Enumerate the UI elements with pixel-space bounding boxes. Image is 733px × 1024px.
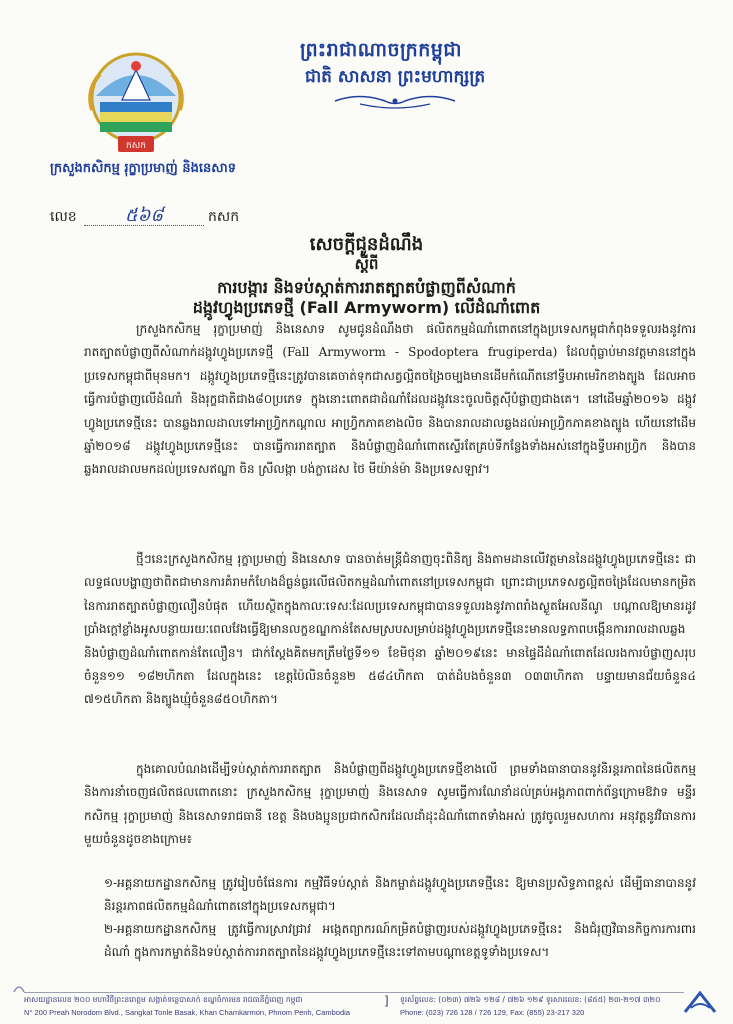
body-paragraph-2: ថ្មីៗនេះក្រសួងកសិកម្ម រុក្ខាប្រមាញ់ និងនេសាទ បានចាត់មន្ត្រីជំនាញចុះពិនិត្យ និងតាមដានលើវត្តមាននៃដង្កូវហ្វូងប្រភេទថ្មីនេះ ជាលទ្ធផលបង្ហាញថាពិតជាមានការគំរាមកំហែងដ៏ធ្ងន់ធ្ងរលើផលិតកម្មដំណាំពោតនៅប្រទេសកម្ពុជា ព្រោះជាប្រភេទសត្វល្អិតចង្រៃដែលមានកម្រិតនៃការរាតត្បាតបំផ្លាញលឿនបំផុត ហើយស្ថិតក្នុងកាលៈទេសៈដែលប្រទេសកម្ពុជាបានទទួលរងនូវភាពរាំងស្ងួតអែលនីណូ បណ្តាលឱ្យមានរដូវប្រាំងក្តៅខ្លាំងអូសបន្លាយរយៈពេលវែងធ្វើឱ្យមានលក្ខខណ្ឌកាន់តែសមស្របសម្រាប់ដង្កូវហ្វូងប្រភេទថ្មីនេះមានលទ្ធភាពបង្កើនការរាលដាលឆ្លង និងបំផ្លាញដំណាំពោតកាន់តែលឿន។ ជាក់ស្តែងគិតមកត្រឹមថ្ងៃទី១១ ខែមិថុនា ឆ្នាំ២០១៩នេះ មានផ្ទៃដីដំណាំពោតដែលរងការបំផ្លាញសរុបចំនួន១១ ១៨២ហិកតា ដែលក្នុងនេះ ខេត្តប៉ៃលិនចំនួន២ ៥៨៤ហិកតា បាត់ដំបងចំនួន៣ ០៣៣ហិកតា បន្ទាយមានជ័យចំនួន៤ ៧១៥ហិកតា និងត្បូងឃ្មុំចំនួន៨៥០ហិកតា។ [84, 552, 696, 707]
ministry-emblem-icon [80, 50, 192, 156]
reference-label: លេខ [50, 209, 77, 225]
measure-item-1: ១-អគ្គនាយកដ្ឋានកសិកម្ម ត្រូវរៀបចំផែនការ កម្មវិធីទប់ស្កាត់ និងកម្ចាត់ដង្កូវហ្វូងប្រភេទថ្មីនេះ ឱ្យមានប្រសិទ្ធភាពខ្ពស់ ដើម្បីធានាបាននូវនិរន្តរភាពផលិតកម្មដំណាំពោតនៅក្នុងប្រទេសកម្ពុជា។ [104, 876, 696, 914]
body-paragraph-1: ក្រសួងកសិកម្ម រុក្ខាប្រមាញ់ និងនេសាទ សូមជូនដំណឹងថា ផលិតកម្មដំណាំពោតនៅក្នុងប្រទេសកម្ពុជាកំពុងទទួលរងនូវការរាតត្បាតបំផ្លាញពីសំណាក់ដង្កូវហ្វូងប្រភេទថ្មី (Fall Armyworm - Spodoptera frugiperda) ដែលពុំធ្លាប់មានវត្តមាននៅក្នុងប្រទេសកម្ពុជាពីមុនមក។ ដង្កូវហ្វូងប្រភេទថ្មីនេះត្រូវបានគេចាត់ទុកជាសត្វល្អិតចង្រៃចម្បងមានដើមកំណើតនៅទ្វីបអាមេរិកខាងត្បូង ដែលអាចធ្វើការបំផ្លាញលើដំណាំ និងរុក្ខជាតិជាង៨០ប្រភេទ ក្នុងនោះពោតជាដំណាំដែលដង្កូវនេះចូលចិត្តស៊ីបំផ្លាញជាងគេ។ នៅដើមឆ្នាំ២០១៦ ដង្កូវហ្វូងប្រភេទថ្មីនេះ បានឆ្លងរាលដាលទៅអាហ្វ្រិកកណ្តាល អាហ្វ្រិកភាគខាងលិច និងបានរាលដាលឆ្លងដល់អាហ្វ្រិកភាគខាងត្បូង ហើយនៅដើមឆ្នាំ២០១៨ ដង្កូវហ្វូងប្រភេទថ្មីនេះ បានធ្វើការរាតត្បាត និងបំផ្លាញដំណាំពោតស្ទើរតែគ្រប់ទីកន្លែងទាំងអស់នៅក្នុងទ្វីបអាហ្វ្រិក និងបានឆ្លងរាលដាលមកដល់ប្រទេសឥណ្ឌា ចិន ស្រីលង្កា បង់ក្លាដេស ថៃ មីយ៉ាន់ម៉ា និងប្រទេសឡាវ។ [84, 322, 696, 477]
notice-title: សេចក្តីជូនដំណឹង [309, 234, 424, 255]
ornament-divider-icon [330, 92, 460, 110]
footer-logo-icon [682, 990, 718, 1016]
footer-phone-en: Phone: (023) 726 128 / 726 129, Fax: (855) 23-217 320 [400, 1008, 585, 1017]
national-motto: ជាតិ សាសនា ព្រះមហាក្សត្រ [305, 67, 486, 87]
notice-subject-label: ស្តីពី [354, 255, 379, 273]
kingdom-heading: ព្រះរាជាណាចក្រកម្ពុជា [300, 39, 462, 61]
body-paragraph-3: ក្នុងគោលបំណងដើម្បីទប់ស្កាត់ការរាតត្បាត និងបំផ្លាញពីដង្កូវហ្វូងប្រភេទថ្មីខាងលើ ព្រមទាំងធានាបាននូវនិរន្តរភាពនៃផលិតកម្ម និងការនាំចេញផលិតផលពោតនោះ ក្រសួងកសិកម្ម រុក្ខាប្រមាញ់ និងនេសាទ សូមធ្វើការណែនាំដល់គ្រប់អង្គភាពពាក់ព័ន្ធក្រោមឱវាទ មន្ទីរកសិកម្ម រុក្ខាប្រមាញ់ និងនេសាទរាជធានី ខេត្ត និងបងប្អូនប្រជាកសិករដែលដាំដុះដំណាំពោតទាំងអស់ ត្រូវចូលរួមសហការ អនុវត្តនូវវិធានការមួយចំនួនដូចខាងក្រោម៖ [84, 762, 696, 847]
footer-divider [24, 992, 684, 993]
emblem-label: កសក [126, 141, 146, 151]
footer-address-en: N° 200 Preah Norodom Blvd., Sangkat Tonle Basak, Khan Chamkarmon, Phnom Penh, Cambodia [24, 1008, 350, 1017]
reference-number-line [50, 207, 239, 228]
notice-subject-line2: ដង្កូវហ្វូងប្រភេទថ្មី (Fall Armyworm) លើដំណាំពោត [192, 298, 541, 317]
reference-number: ៥៦៨ [84, 207, 204, 226]
footer-separator: ] [384, 994, 389, 1008]
footer-phone-km: ទូរស័ព្ទលេខ: (០២៣) ៧២៦ ១២៨ / ៧២៦ ១២៩ ទូរសារលេខ: (៨៥៥) ២៣-២១៧ ៣២០ [400, 995, 661, 1004]
measure-item-2: ២-អគ្គនាយកដ្ឋានកសិកម្ម ត្រូវធ្វើការស្រាវជ្រាវ អង្កេតព្យាករណ៍កម្រិតបំផ្លាញរបស់ដង្កូវហ្វូងប្រភេទថ្មីនេះ និងជំរុញវិធានកិច្ចការការពារដំណាំ ក្នុងការកម្ចាត់និងទប់ស្កាត់ការរាតត្បាតនៃដង្កូវហ្វូងប្រភេទថ្មីនេះទៅតាមបណ្តាខេត្តទូទាំងប្រទេស។ [104, 922, 696, 960]
notice-subject-line1: ការបង្ការ និងទប់ស្កាត់ការរាតត្បាតបំផ្លាញពីសំណាក់ [217, 278, 516, 297]
reference-dept: កសក [208, 209, 240, 225]
footer-address-km: អាសយដ្ឋានលេខ ២០០ មហាវិថីព្រះនរោត្តម សង្កាត់ទន្លេបាសាក់ ខណ្ឌចំការមន រាជធានីភ្នំពេញ កម្ពុជា [24, 995, 303, 1004]
ministry-name: ក្រសួងកសិកម្ម រុក្ខាប្រមាញ់ និងនេសាទ [50, 161, 236, 176]
